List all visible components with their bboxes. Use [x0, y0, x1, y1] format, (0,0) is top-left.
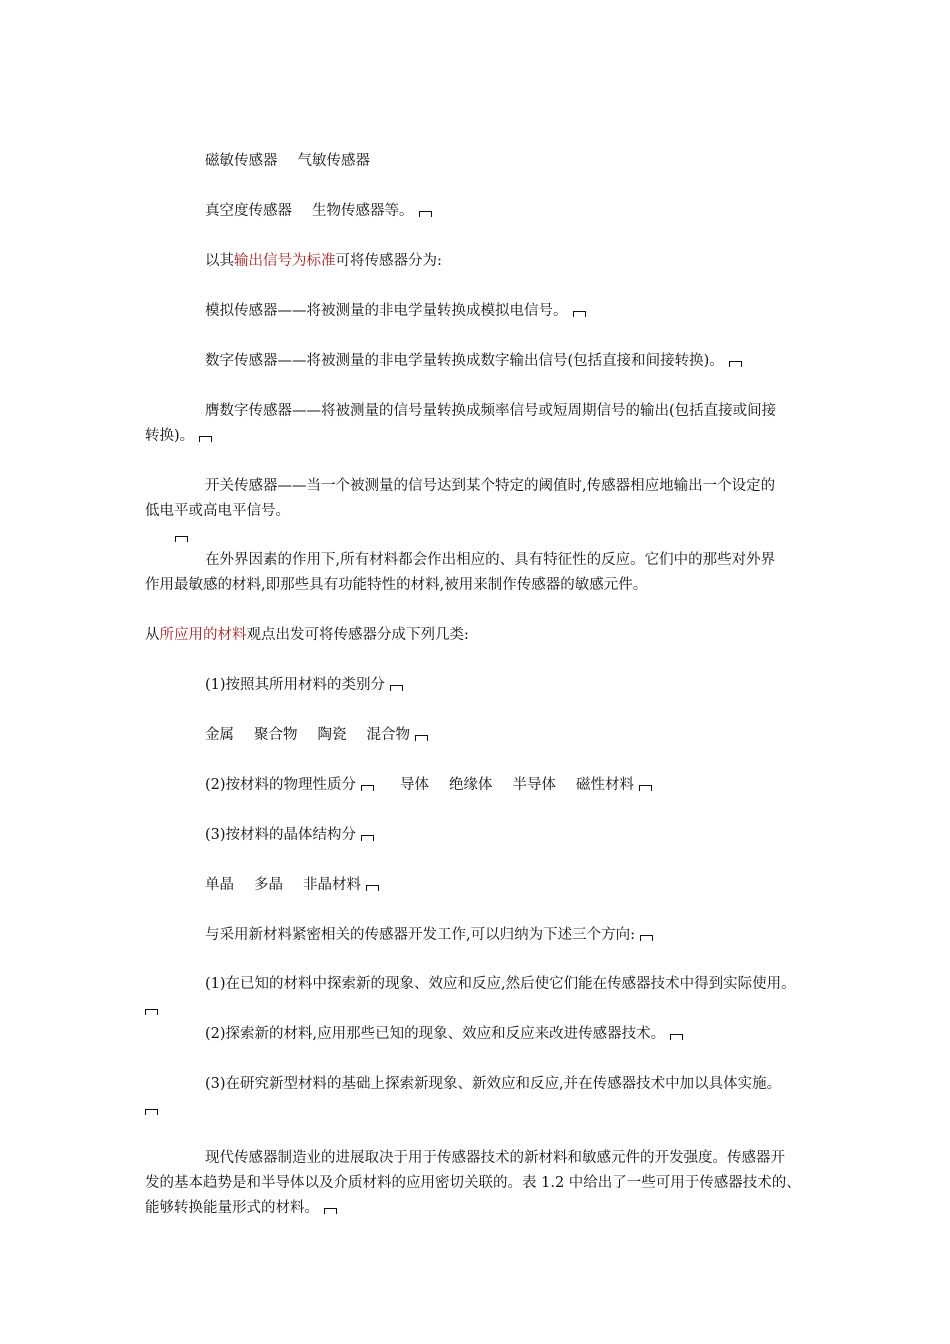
direction-3-mark-line [140, 1100, 158, 1118]
sensor-types-line-1 [205, 152, 370, 170]
output-signal-intro [205, 252, 442, 270]
analog-sensor-line [205, 302, 586, 320]
paragraph-mark-icon [390, 685, 403, 691]
paragraph-mark-icon [145, 1009, 158, 1015]
crystal-structure-list [205, 876, 379, 894]
text-semiconductor: 半导体 [512, 777, 557, 793]
switch-sensor-line-2 [145, 502, 290, 520]
paragraph-mark-icon [573, 311, 586, 317]
paragraph-mark-icon [640, 935, 653, 941]
modern-manufacturing-line-3 [145, 1199, 337, 1217]
text-materials-paragraph-cont: 作用最敏感的材料,即那些具有功能特性的材料,被用来制作传感器的敏感元件。 [145, 577, 648, 593]
direction-3-line [205, 1075, 781, 1093]
paragraph-mark-icon [366, 885, 379, 891]
text-modern-manufacturing-end: 能够转换能量形式的材料。 [145, 1200, 319, 1216]
paragraph-mark-icon [419, 211, 432, 217]
text-amorphous-material: 非晶材料 [303, 877, 361, 893]
text-classify-physical-property: (2)按材料的物理性质分 [205, 777, 357, 793]
text-gas-sensor: 气敏传感器 [297, 153, 370, 169]
switch-sensor-line-1 [205, 477, 775, 495]
text-direction-3: (3)在研究新型材料的基础上探索新现象、新效应和反应,并在传感器技术中加以具体实施。 [205, 1076, 782, 1092]
paragraph-mark-icon [639, 785, 652, 791]
text-modern-manufacturing: 现代传感器制造业的进展取决于用于传感器技术的新材料和敏感元件的开发强度。传感器开 [205, 1150, 785, 1166]
paragraph-mark-icon [361, 785, 374, 791]
text-magnetic-material: 磁性材料 [576, 777, 635, 793]
text-digital-sensor: 数字传感器——将被测量的非电学量转换成数字输出信号(包括直接和间接转换)。 [205, 353, 724, 369]
modern-manufacturing-line-2 [145, 1174, 801, 1192]
materials-paragraph-line-2 [145, 576, 647, 594]
paragraph-mark-icon [729, 361, 742, 367]
paragraph-mark-icon [415, 735, 428, 741]
text-vacuum-sensor: 真空度传感器 [205, 203, 292, 219]
text-materials-paragraph: 在外界因素的作用下,所有材料都会作出相应的、具有特征性的反应。它们中的那些对外界 [205, 552, 776, 568]
text-intro-prefix: 以其 [205, 253, 234, 269]
text-polycrystal: 多晶 [254, 877, 283, 893]
paragraph-mark-icon [670, 1034, 683, 1040]
standalone-mark-line [170, 527, 188, 545]
paragraph-mark-icon [145, 1109, 158, 1115]
text-conductor: 导体 [400, 777, 430, 793]
pseudo-digital-sensor-line-2 [145, 427, 212, 445]
paragraph-mark-icon [361, 835, 374, 841]
text-development-directions: 与采用新材料紧密相关的传感器开发工作,可以归纳为下述三个方向: [205, 927, 635, 943]
classify-by-physical-property [205, 776, 652, 794]
text-single-crystal: 单晶 [205, 877, 234, 893]
text-insulator: 绝缘体 [449, 777, 493, 793]
text-magnetic-sensor: 磁敏传感器 [205, 153, 278, 169]
text-pseudo-digital-sensor-cont: 转换)。 [145, 428, 195, 444]
direction-1-line [205, 975, 796, 993]
text-mixture: 混合物 [366, 727, 410, 743]
text-metal: 金属 [205, 727, 234, 743]
development-directions-intro [205, 926, 653, 944]
direction-1-mark-line [140, 1000, 158, 1018]
text-classification-suffix: 观点出发可将传感器分成下列几类: [246, 627, 469, 643]
direction-2-line [205, 1025, 683, 1043]
text-switch-sensor: 开关传感器——当一个被测量的信号达到某个特定的阈值时,传感器相应地输出一个设定的 [205, 478, 776, 494]
paragraph-mark-icon [199, 436, 212, 442]
highlight-applied-materials: 所应用的材料 [159, 627, 247, 643]
text-switch-sensor-cont: 低电平或高电平信号。 [145, 503, 290, 519]
text-direction-2: (2)探索新的材料,应用那些已知的现象、效应和反应来改进传感器技术。 [205, 1026, 666, 1042]
text-classification-prefix: 从 [145, 627, 160, 643]
classify-by-crystal-structure [205, 826, 374, 844]
digital-sensor-line [205, 352, 742, 370]
classify-by-material-type [205, 676, 403, 694]
text-direction-1: (1)在已知的材料中探索新的现象、效应和反应,然后使它们能在传感器技术中得到实际使用。 [205, 976, 796, 992]
text-analog-sensor: 模拟传感器——将被测量的非电学量转换成模拟电信号。 [205, 303, 568, 319]
material-classification-intro [145, 626, 469, 644]
text-bio-sensor: 生物传感器等。 [312, 203, 414, 219]
modern-manufacturing-line-1 [205, 1149, 785, 1167]
pseudo-digital-sensor-line-1 [205, 402, 776, 420]
paragraph-mark-icon [324, 1208, 337, 1214]
text-polymer: 聚合物 [254, 727, 298, 743]
text-classify-material-type: (1)按照其所用材料的类别分 [205, 677, 386, 693]
text-pseudo-digital-sensor: 膺数字传感器——将被测量的信号量转换成频率信号或短周期信号的输出(包括直接或间接 [205, 403, 777, 419]
sensor-types-line-2 [205, 202, 432, 220]
paragraph-mark-icon [175, 536, 188, 542]
text-classify-crystal-structure: (3)按材料的晶体结构分 [205, 827, 357, 843]
highlight-output-signal: 输出信号为标准 [234, 253, 336, 269]
text-intro-suffix: 可将传感器分为: [335, 253, 442, 269]
text-ceramic: 陶瓷 [317, 727, 347, 743]
materials-paragraph-line-1 [205, 551, 775, 569]
text-modern-manufacturing-cont: 发的基本趋势是和半导体以及介质材料的应用密切关联的。表 1.2 中给出了一些可用于传感器技术的、 [145, 1175, 801, 1191]
material-type-list [205, 726, 428, 744]
